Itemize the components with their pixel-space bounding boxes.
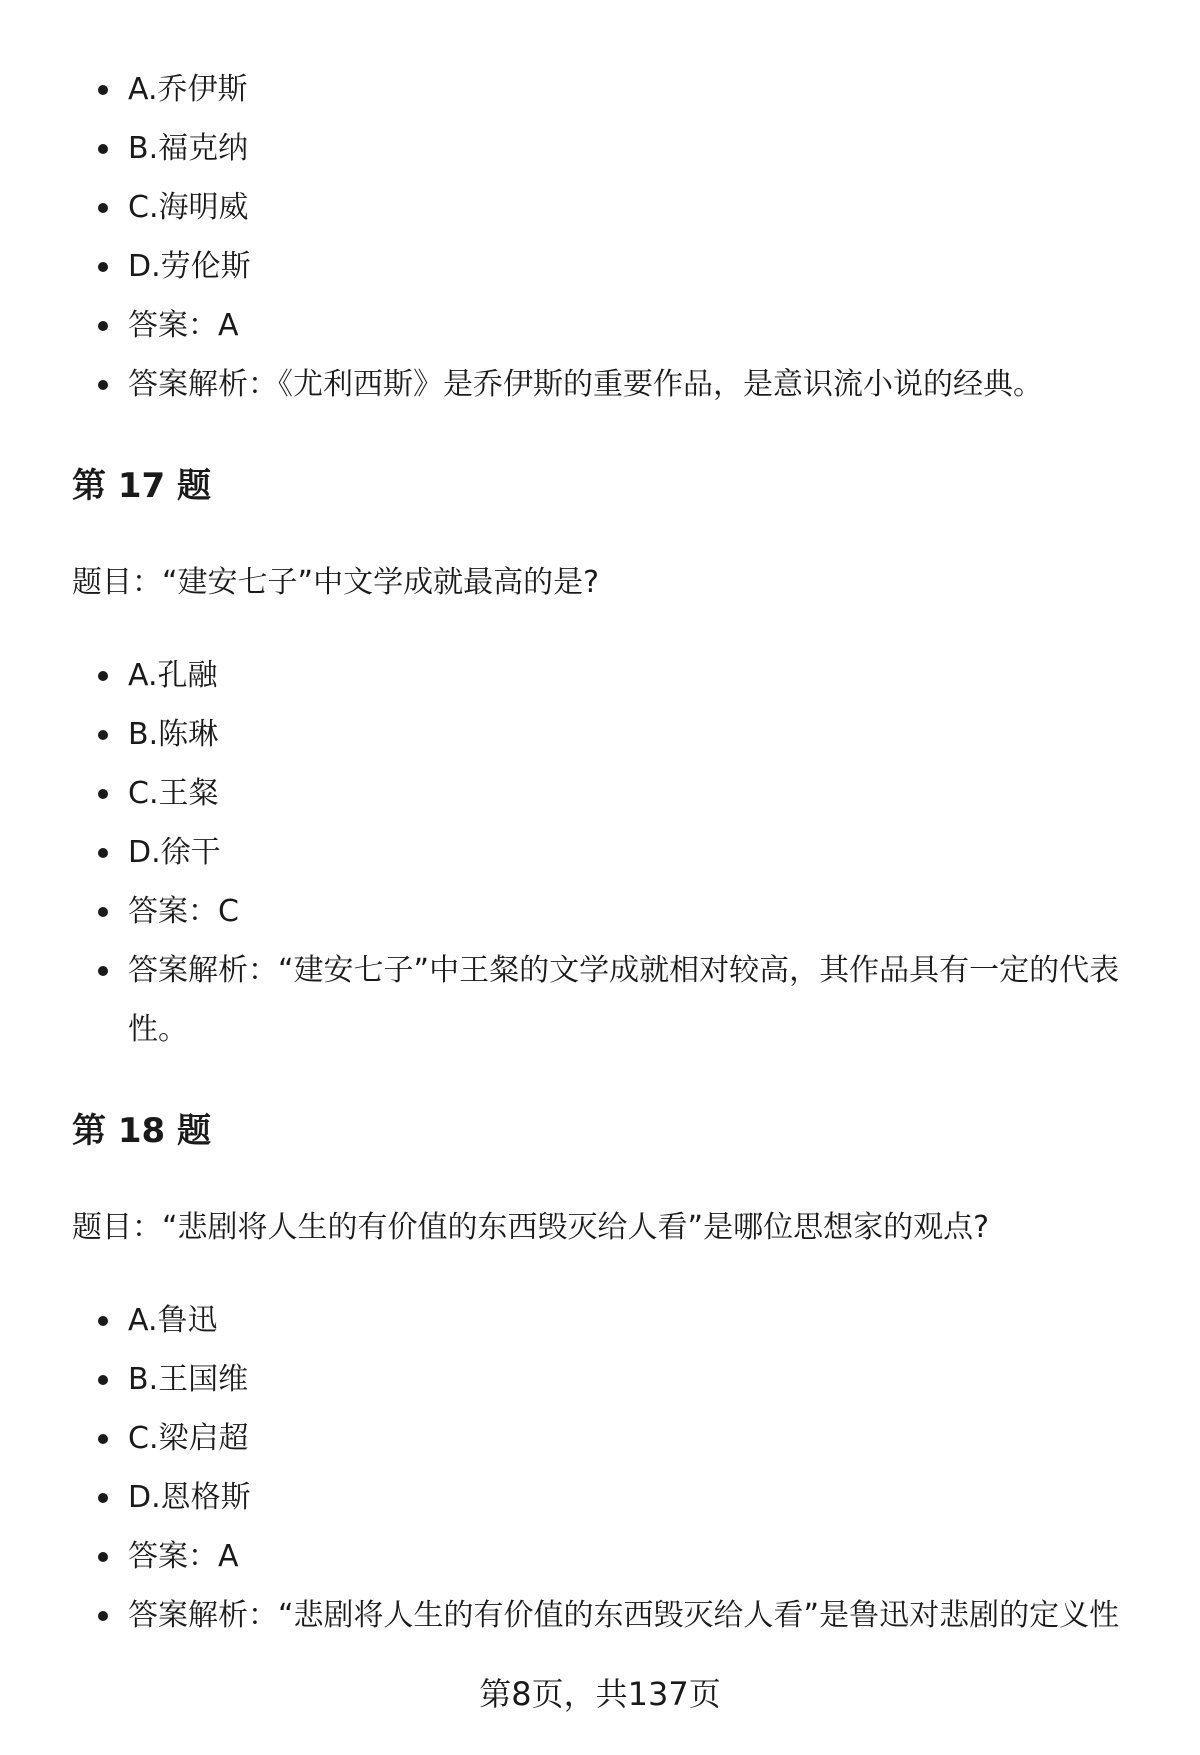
q18-option-a: A.鲁迅	[0, 1291, 1200, 1350]
q18-option-list	[0, 1291, 1200, 1645]
q17-option-b: B.陈琳	[0, 705, 1200, 764]
q18-option-b: B.王国维	[0, 1350, 1200, 1409]
q17-option-list	[0, 646, 1200, 1059]
q17-option-d: D.徐干	[0, 823, 1200, 882]
q16-answer: 答案：A	[0, 296, 1200, 355]
q16-option-c: C.海明威	[0, 178, 1200, 237]
q18-analysis: 答案解析：“悲剧将人生的有价值的东西毁灭给人看”是鲁迅对悲剧的定义性	[0, 1586, 1200, 1645]
q17-heading: 第 17 题	[72, 466, 211, 506]
q17-answer: 答案：C	[0, 882, 1200, 941]
q18-option-d: D.恩格斯	[0, 1468, 1200, 1527]
page-number-footer: 第8页，共137页	[479, 1675, 721, 1713]
q17-option-a: A.孔融	[0, 646, 1200, 705]
q16-option-b: B.福克纳	[0, 119, 1200, 178]
q18-question: 题目：“悲剧将人生的有价值的东西毁灭给人看”是哪位思想家的观点?	[72, 1210, 990, 1245]
q16-option-list	[0, 60, 1200, 414]
q17-question: 题目：“建安七子”中文学成就最高的是?	[72, 565, 600, 600]
q17-option-c: C.王粲	[0, 764, 1200, 823]
q18-heading: 第 18 题	[72, 1111, 211, 1151]
q16-option-d: D.劳伦斯	[0, 237, 1200, 296]
q18-option-c: C.梁启超	[0, 1409, 1200, 1468]
q18-answer: 答案：A	[0, 1527, 1200, 1586]
q16-option-a: A.乔伊斯	[0, 60, 1200, 119]
q16-analysis: 答案解析：《尤利西斯》是乔伊斯的重要作品，是意识流小说的经典。	[0, 355, 1200, 414]
q17-analysis: 答案解析：“建安七子”中王粲的文学成就相对较高，其作品具有一定的代表性。	[0, 941, 1200, 1059]
